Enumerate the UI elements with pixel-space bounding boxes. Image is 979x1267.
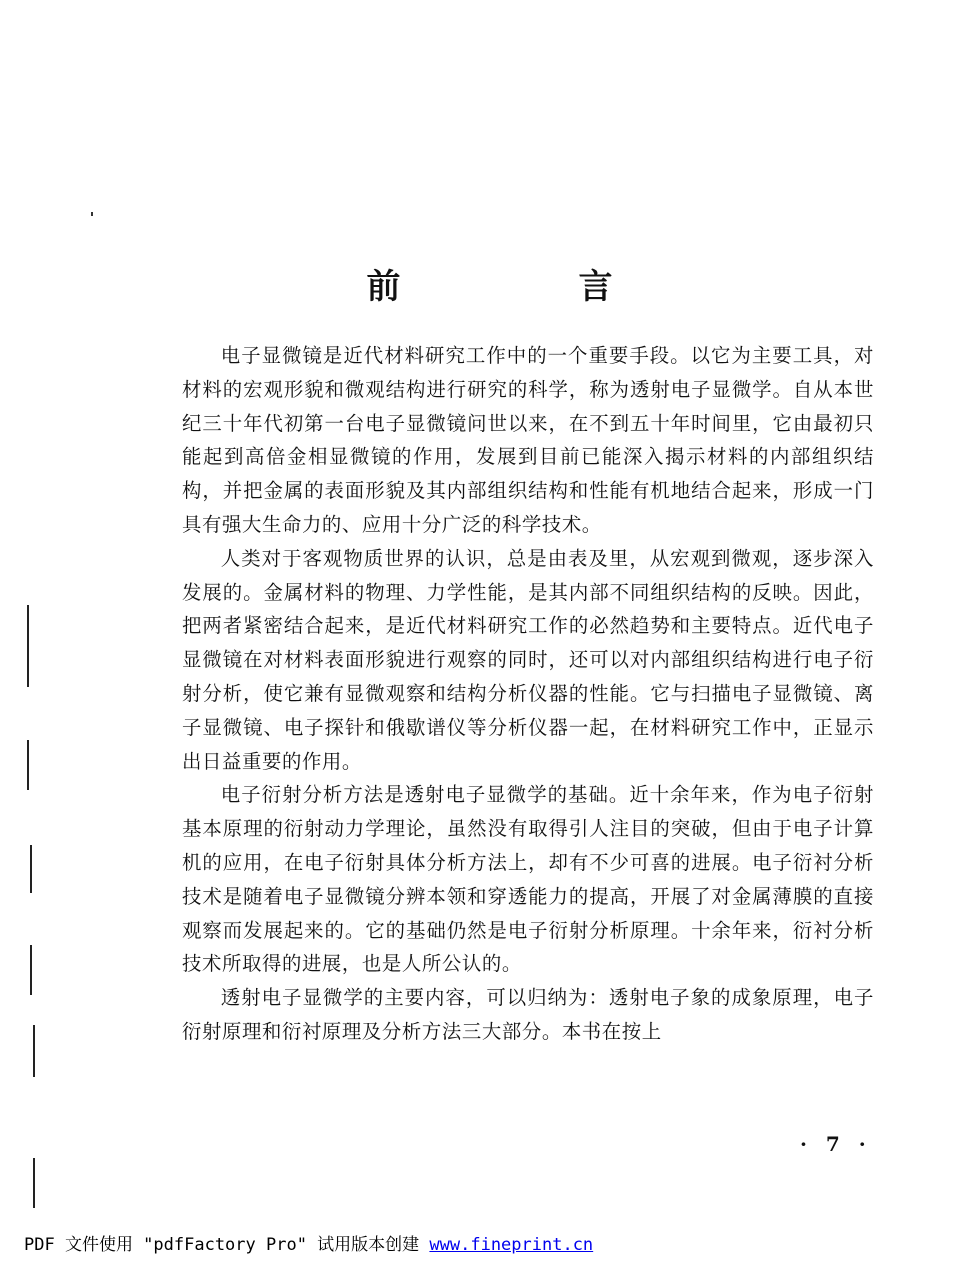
paragraph: 透射电子显微学的主要内容，可以归纳为：透射电子象的成象原理，电子衍射原理和衍衬原理及分析方法三大部分。本书在按上 <box>182 986 874 1043</box>
scan-speck <box>91 212 93 216</box>
pdf-footer <box>24 1230 593 1255</box>
body-text <box>182 339 874 1049</box>
footer-text: PDF 文件使用 "pdfFactory Pro" 试用版本创建 <box>24 1235 430 1255</box>
margin-mark <box>30 945 32 995</box>
margin-mark <box>27 605 29 687</box>
margin-mark <box>33 1158 35 1208</box>
page-number: · 7 · <box>800 1132 872 1156</box>
margin-mark <box>27 740 29 790</box>
paragraph: 电子显微镜是近代材料研究工作中的一个重要手段。以它为主要工具，对材料的宏观形貌和微观结构进行研究的科学，称为透射电子显微学。自从本世纪三十年代初第一台电子显微镜问世以来，在不到五十年时间里，它由最初只能起到高倍金相显微镜的作用，发展到目前已能深入揭示材料的内部组织结构，并把金属的表面形貌及其内部组织结构和性能有机地结合起来，形成一门具有强大生命力的、应用十分广泛的科学技术。 <box>182 344 874 536</box>
margin-mark <box>33 1025 35 1077</box>
page-title: 前 言 <box>366 267 685 307</box>
footer-link[interactable]: www.fineprint.cn <box>429 1235 594 1255</box>
margin-mark <box>30 845 32 893</box>
paragraph: 人类对于客观物质世界的认识，总是由表及里，从宏观到微观，逐步深入发展的。金属材料的物理、力学性能，是其内部不同组织结构的反映。因此，把两者紧密结合起来，是近代材料研究工作的必然趋势和主要特点。近代电子显微镜在对材料表面形貌进行观察的同时，还可以对内部组织结构进行电子衍射分析，使它兼有显微观察和结构分析仪器的性能。它与扫描电子显微镜、离子显微镜、电子探针和俄歇谱仪等分析仪器一起，在材料研究工作中，正显示出日益重要的作用。 <box>182 546 874 773</box>
paragraph: 电子衍射分析方法是透射电子显微学的基础。近十余年来，作为电子衍射基本原理的衍射动力学理论，虽然没有取得引人注目的突破，但由于电子计算机的应用，在电子衍射具体分析方法上，却有不少可喜的进展。电子衍衬分析技术是随着电子显微镜分辨本领和穿透能力的提高，开展了对金属薄膜的直接观察而发展起来的。它的基础仍然是电子衍射分析原理。十余年来，衍衬分析技术所取得的进展，也是人所公认的。 <box>182 783 874 976</box>
